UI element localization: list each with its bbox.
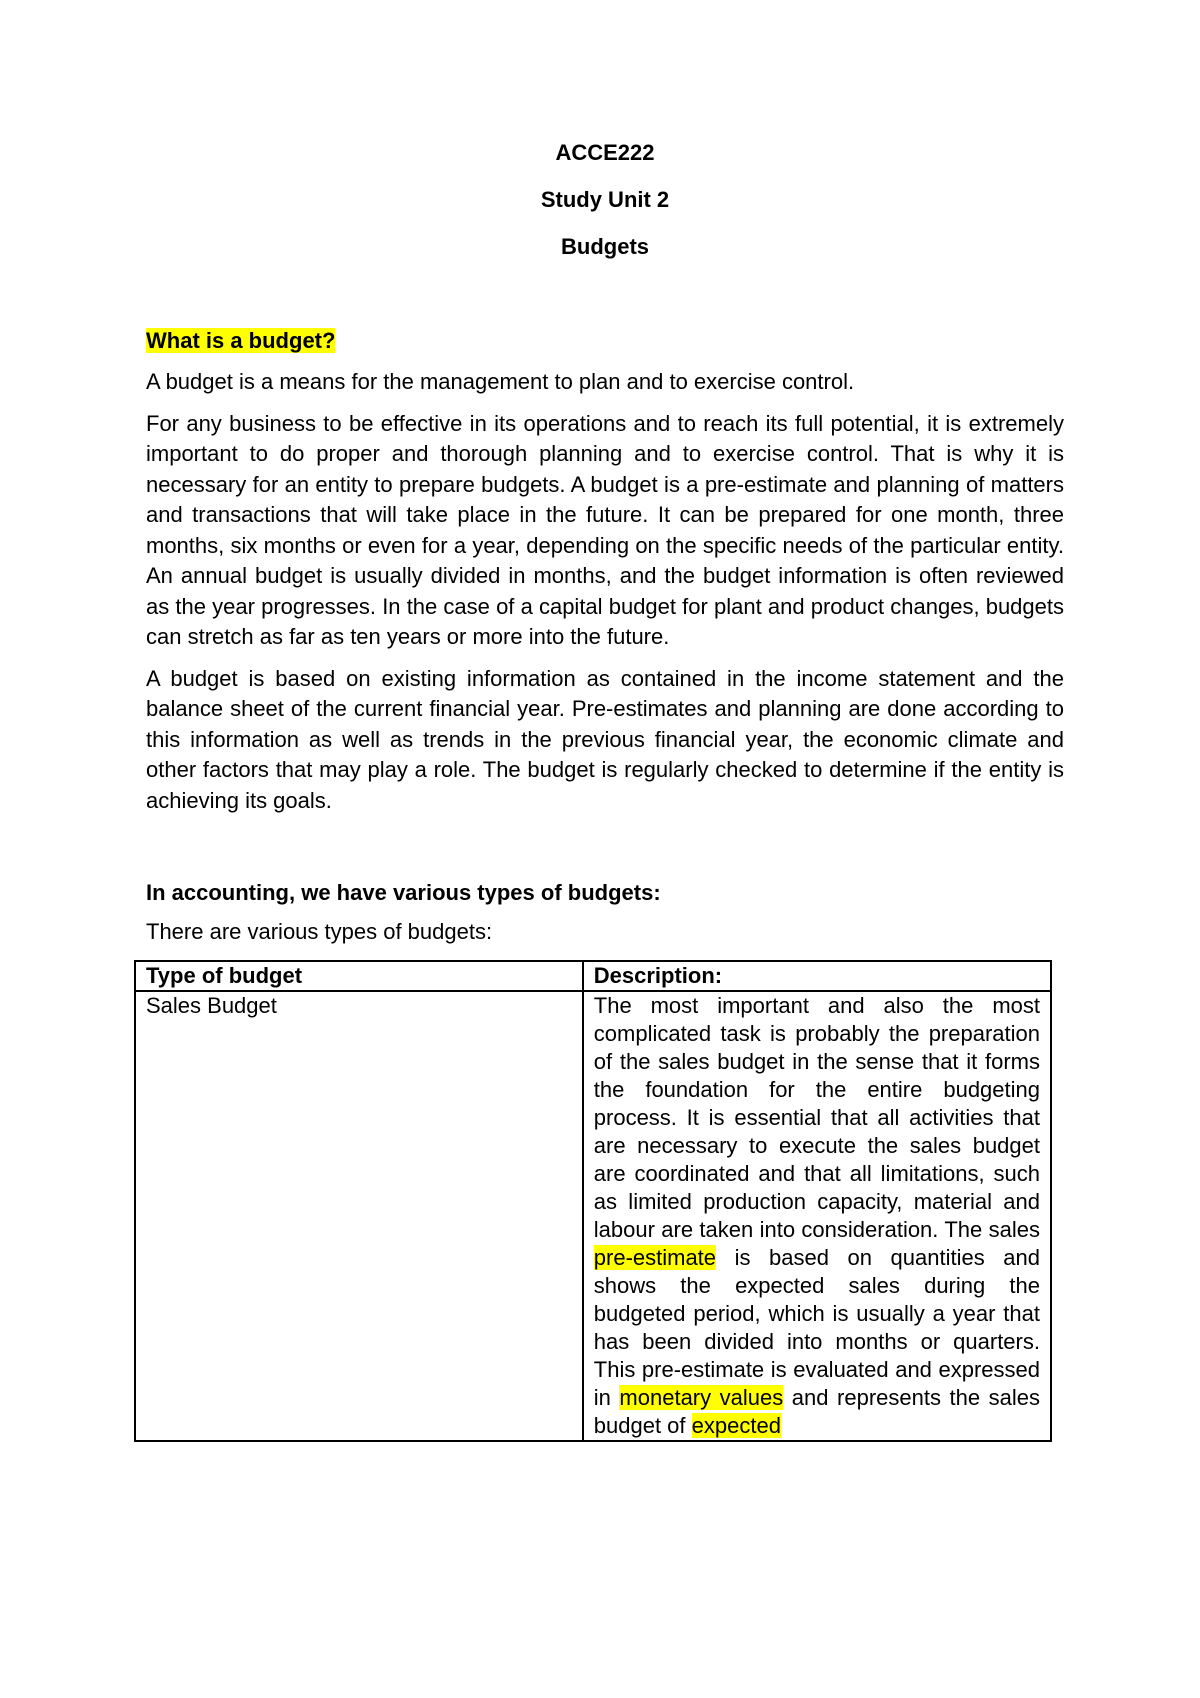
desc-text-1: The most important and also the most complicated task is probably the preparation of the sales budget in the sense that it forms the foundation for the entire budgeting process. It is essential that all activities that are necessary to execute the sales budget are coordinated and that all limitations, such as limited production capacity, material and labour are taken into consideration. The sales [593, 992, 1040, 1242]
section-title-types: In accounting, we have various types of budgets: [146, 880, 661, 905]
table-header-row [135, 961, 1051, 991]
document-heading [146, 140, 1064, 260]
document-page [146, 140, 1064, 1442]
desc-text-3: and represents the sales budget of [593, 1384, 1040, 1438]
study-unit: Study Unit 2 [540, 187, 670, 212]
topic-title: Budgets [561, 234, 649, 259]
section-title-what-is-budget [146, 327, 1064, 355]
budget-types-table [134, 960, 1052, 1442]
highlight-monetary-values: monetary values [619, 1384, 784, 1410]
header-type-of-budget: Type of budget [135, 961, 583, 991]
table-row [135, 991, 1051, 1441]
paragraph-1: A budget is a means for the management to plan and to exercise control. [146, 369, 855, 394]
paragraph-2: For any business to be effective in its operations and to reach its full potential, it is extremely important to do proper and thorough planning and to exercise control. That is why it is necessary for an entity to prepare budgets. A budget is a pre-estimate and planning of matters and transactions that will take place in the future. It can be prepared for one month, three months, six months or even for a year, depending on the specific needs of the particular entity. An annual budget is usually divided in months, and the budget information is often reviewed as the year progresses. In the case of a capital budget for plant and product changes, budgets can stretch as far as ten years or more into the future. [146, 410, 1064, 649]
cell-budget-description [583, 991, 1051, 1441]
highlighted-title: What is a budget? [146, 328, 336, 353]
highlight-expected: expected [691, 1412, 781, 1438]
header-description: Description: [583, 961, 1051, 991]
cell-budget-type: Sales Budget [135, 991, 583, 1441]
types-intro: There are various types of budgets: [146, 919, 493, 944]
desc-text-2: is based on quantities and shows the expected sales during the budgeted period, which is usually a year that has been divided into months or quarters. This pre-estimate is evaluated and expressed in [593, 1244, 1040, 1410]
course-code: ACCE222 [555, 140, 655, 165]
paragraph-3: A budget is based on existing information as contained in the income statement and the balance sheet of the current financial year. Pre-estimates and planning are done according to this information as well as trends in the previous financial year, the economic climate and other factors that may play a role. The budget is regularly checked to determine if the entity is achieving its goals. [146, 665, 1064, 813]
highlight-pre-estimate: pre-estimate [593, 1244, 717, 1270]
